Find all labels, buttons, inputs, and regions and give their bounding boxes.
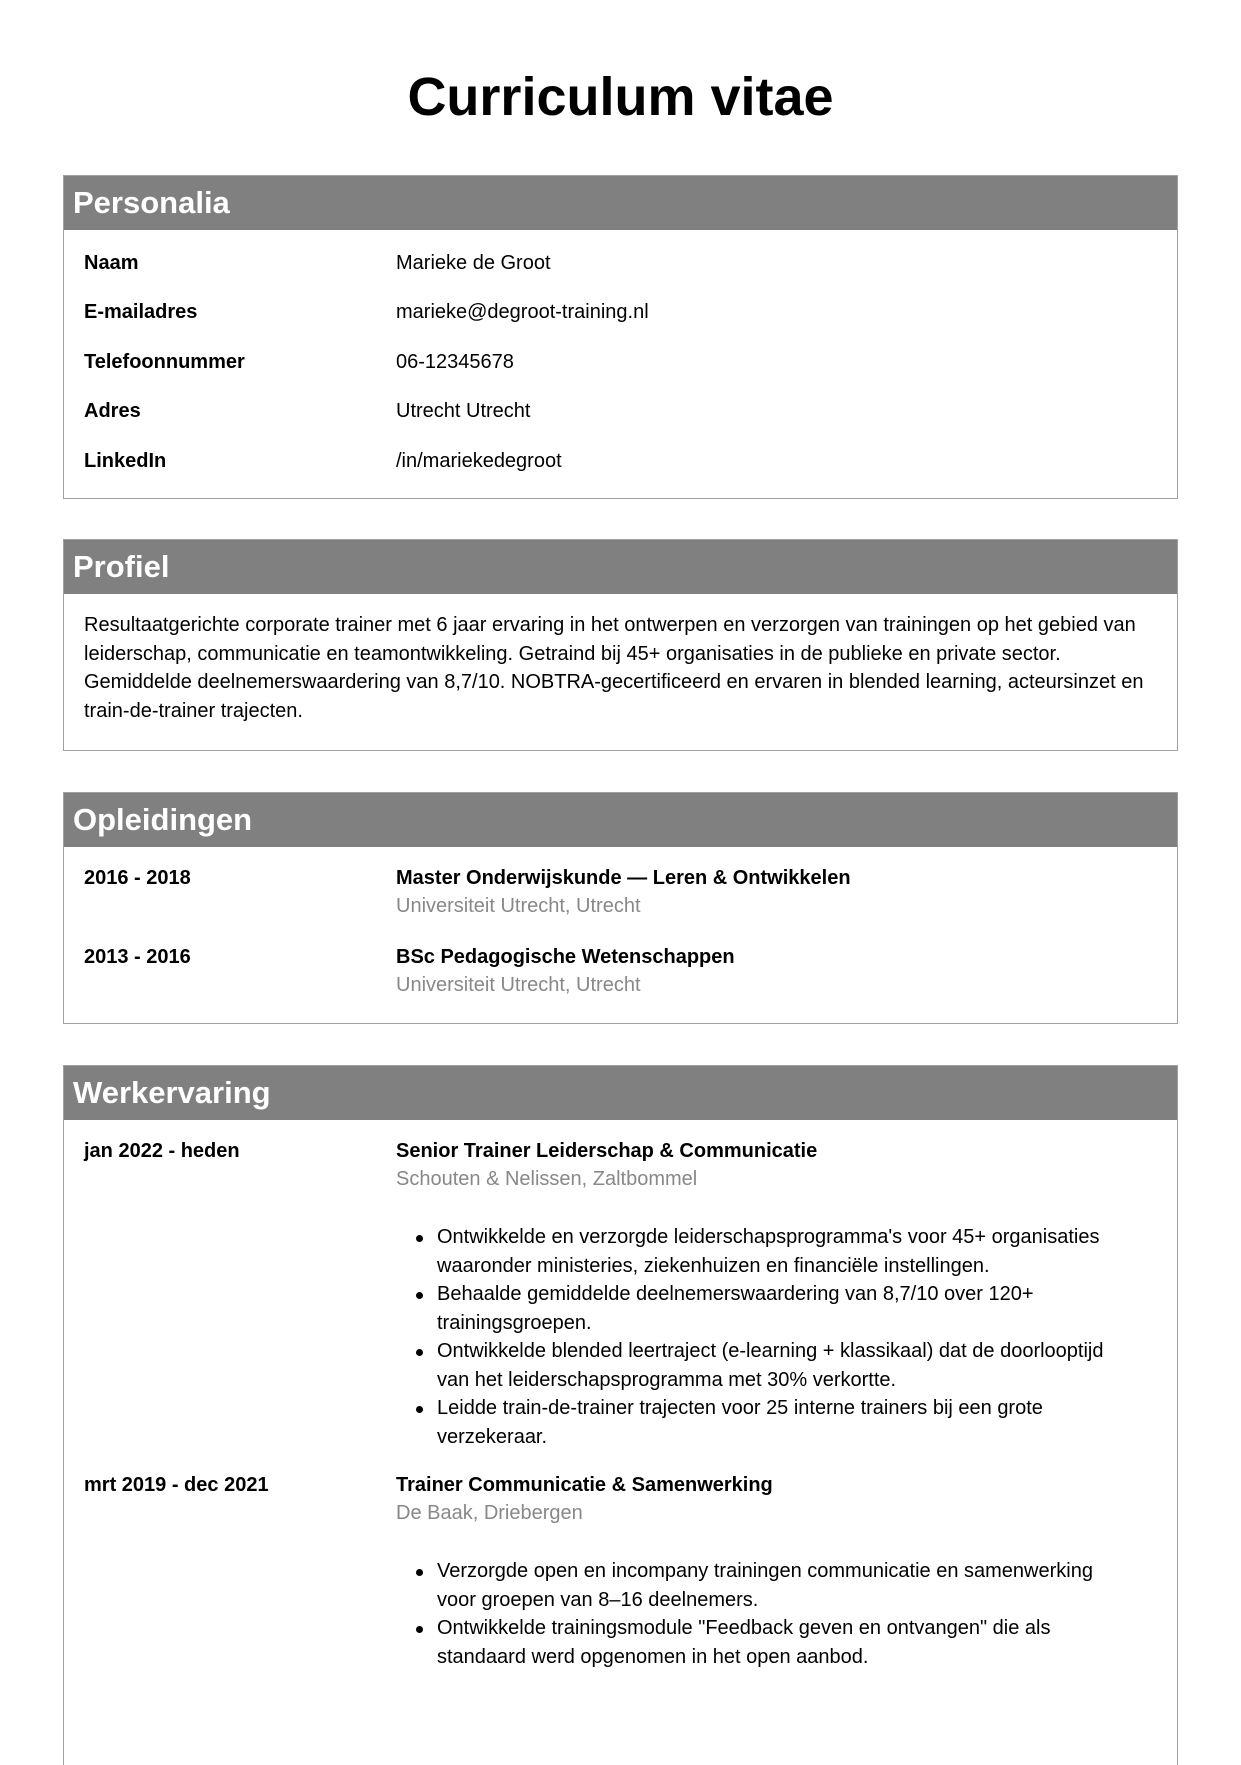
field-value: Marieke de Groot [396,252,551,274]
opleidingen-section [63,792,1178,1024]
field-value: marieke@degroot-training.nl [396,301,649,323]
job-period: mrt 2019 - dec 2021 [84,1474,269,1496]
opleidingen-heading: Opleidingen [64,793,1177,847]
personalia-row [84,348,1157,397]
job-item [84,1471,1157,1671]
education-title: BSc Pedagogische Wetenschappen [396,946,735,968]
profiel-heading: Profiel [64,540,1177,594]
personalia-section [63,175,1178,499]
education-title: Master Onderwijskunde — Leren & Ontwikkelen [396,867,851,889]
field-label: Naam [84,252,139,274]
field-value: /in/mariekedegroot [396,450,562,472]
field-label: LinkedIn [84,450,167,472]
field-label: Telefoonnummer [84,351,245,373]
page-title: Curriculum vitae [407,67,834,127]
education-institution: Universiteit Utrecht, Utrecht [396,974,641,996]
field-label: E-mailadres [84,301,198,323]
werkervaring-section [63,1065,1178,1765]
job-period: jan 2022 - heden [84,1140,240,1162]
personalia-row [84,397,1157,447]
job-employer: Schouten & Nelissen, Zaltbommel [396,1168,698,1190]
education-item [84,864,1157,943]
job-bullets [396,1223,1157,1451]
personalia-row [84,447,1157,475]
personalia-row [84,249,1157,298]
profiel-section [63,539,1178,751]
list-item: Behaalde gemiddelde deelnemerswaardering van 8,7/10 over 120+ trainingsgroepen. [437,1280,1157,1337]
werkervaring-heading: Werkervaring [64,1066,1177,1120]
job-bullets [396,1557,1157,1671]
field-value: 06-12345678 [396,351,514,373]
personalia-heading: Personalia [64,176,1177,230]
list-item: Ontwikkelde en verzorgde leiderschapsprogramma's voor 45+ organisaties waaronder ministeries, ziekenhuizen en financiële instellingen. [437,1223,1157,1280]
personalia-row [84,298,1157,348]
job-employer: De Baak, Driebergen [396,1502,583,1524]
education-item [84,943,1157,999]
education-period: 2016 - 2018 [84,867,191,889]
list-item: Ontwikkelde trainingsmodule "Feedback geven en ontvangen" die als standaard werd opgenomen in het open aanbod. [437,1614,1157,1671]
field-value: Utrecht Utrecht [396,400,531,422]
job-item [84,1137,1157,1471]
field-label: Adres [84,400,141,422]
job-title: Senior Trainer Leiderschap & Communicatie [396,1140,818,1162]
profile-text: Resultaatgerichte corporate trainer met 6 jaar ervaring in het ontwerpen en verzorgen van trainingen op het gebied van leiderschap, communicatie en teamontwikkeling. Getraind bij 45+ organisaties in de publieke en private sector. Gemiddelde deelnemerswaardering van 8,7/10. NOBTRA-gecertificeerd en ervaren in blended learning, acteursinzet en train-de-trainer trajecten. [84,614,1144,722]
list-item: Verzorgde open en incompany trainingen communicatie en samenwerking voor groepen van 8–16 deelnemers. [437,1557,1157,1614]
job-title: Trainer Communicatie & Samenwerking [396,1474,773,1496]
list-item: Leidde train-de-trainer trajecten voor 25 interne trainers bij een grote verzekeraar. [437,1394,1157,1451]
education-institution: Universiteit Utrecht, Utrecht [396,895,641,917]
list-item: Ontwikkelde blended leertraject (e-learning + klassikaal) dat de doorlooptijd van het leiderschapsprogramma met 30% verkortte. [437,1337,1157,1394]
education-period: 2013 - 2016 [84,946,191,968]
